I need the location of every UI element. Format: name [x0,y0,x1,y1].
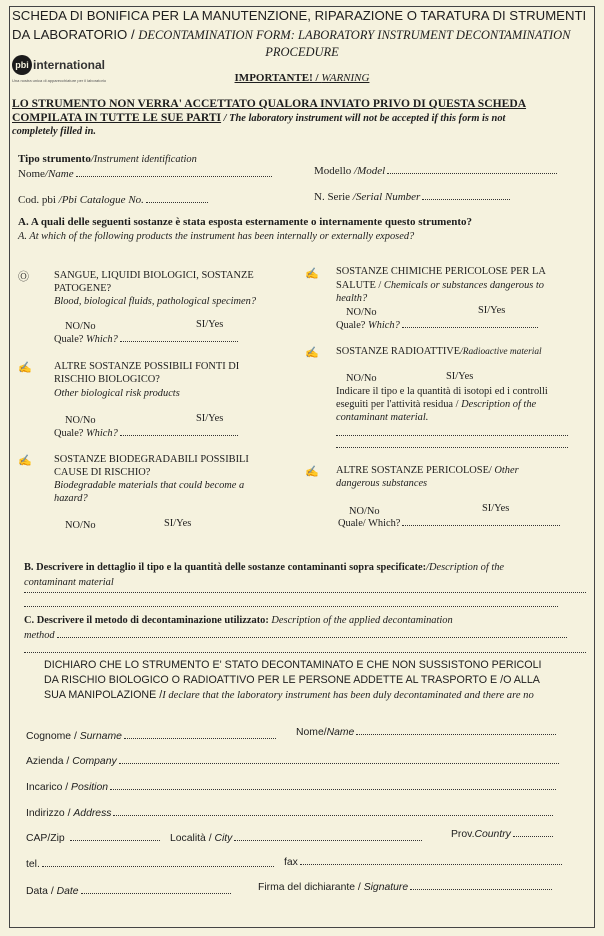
bio-fluids-yes-option[interactable]: SI/Yes [196,319,224,330]
bio-fluids-label-2: PATOGENE? [54,283,112,294]
other-hazard-which-field[interactable]: Quale/ Which? [338,518,560,530]
radioactive-label: SOSTANZE RADIOATTIVE/Radioactive material [336,346,542,357]
declaration-line-2: DA RISCHIO BIOLOGICO O RADIOATTIVO PER LE PERSONE ADDETTE AL TRASPORTO E /O ALLA [44,674,540,686]
biodegradable-label-en-1: Biodegradable materials that could become a [54,480,245,491]
pbi-logo-word: international [33,58,106,72]
bio-fluids-no-option[interactable]: NO/No [65,321,96,332]
catalogue-no-field[interactable]: Cod. pbi /Pbi Catalogue No. [18,194,208,207]
warning-notice-line-3: completely filled in. [12,126,96,137]
radioactive-desc-line-1: Indicare il tipo e la quantità di isotopi ed i controlli [336,386,548,397]
serial-number-field[interactable]: N. Serie /Serial Number [314,191,510,204]
section-a-question-en: A. At which of the following products the instrument has been internally or externally exposed? [18,231,415,242]
other-hazard-no-option[interactable]: NO/No [349,506,380,517]
check-mark-icon: ✍ [305,347,319,359]
check-mark-icon: ✍ [18,455,32,467]
section-c-label-en: method [24,630,567,642]
warning-notice-line-2: COMPILATA IN TUTTE LE SUE PARTI / The laboratory instrument will not be accepted if this form is not [12,111,506,124]
pbi-logo-tagline: Una nostra unica di apparecchiature per il laboratorio [12,78,107,83]
bio-fluids-label-en: Blood, biological fluids, pathological specimen? [54,296,257,307]
chemicals-which-field[interactable]: Quale? Which? [336,320,538,332]
form-title-line-2: DA LABORATORIO / DECONTAMINATION FORM: LABORATORY INSTRUMENT DECONTAMINATION [12,27,571,42]
circle-mark-icon: Ⓞ [18,271,29,283]
biodegradable-label-en-2: hazard? [54,493,88,504]
signature-field[interactable]: Firma del dichiarante / Signature [258,882,552,894]
radioactive-desc-line-3: contaminant material. [336,412,429,423]
name-field[interactable]: Nome/Name [296,727,556,739]
other-hazard-label-1: ALTRE SOSTANZE PERICOLOSE/ Other [336,465,519,476]
address-field[interactable]: Indirizzo / Address [26,808,553,820]
fax-field[interactable]: fax [284,857,562,869]
model-field[interactable]: Modello /Model [314,165,557,178]
instrument-type-label: Tipo strumento/Instrument identification [18,153,197,165]
section-c-line-field[interactable] [24,652,586,653]
section-c-label: C. Descrivere il metodo di decontaminazione utilizzato: Description of the applied decontamination [24,615,453,626]
biodegradable-label-2: CAUSE DI RISCHIO? [54,467,151,478]
bio-risk-yes-option[interactable]: SI/Yes [196,413,224,424]
chemicals-label-1: SOSTANZE CHIMICHE PERICOLOSE PER LA [336,266,546,277]
radioactive-desc-line-field-2[interactable] [336,447,568,448]
section-b-line-field-2[interactable] [24,606,558,607]
surname-field[interactable]: Cognome / Surname [26,731,276,743]
other-hazard-label-2: dangerous substances [336,478,428,489]
radioactive-no-option[interactable]: NO/No [346,373,377,384]
phone-field[interactable]: tel. [26,859,274,871]
bio-fluids-which-field[interactable]: Quale? Which? [54,334,238,346]
bio-fluids-label-1: SANGUE, LIQUIDI BIOLOGICI, SOSTANZE [54,270,254,281]
bio-risk-label-2: RISCHIO BIOLOGICO? [54,374,160,385]
form-title-line-1: SCHEDA DI BONIFICA PER LA MANUTENZIONE, RIPARAZIONE O TARATURA DI STRUMENTI [12,8,587,23]
chemicals-label-2: SALUTE / Chemicals or substances dangerous to [336,280,545,291]
city-field[interactable]: Località / City [170,833,422,845]
bio-risk-label-en: Other biological risk products [54,388,180,399]
other-hazard-yes-option[interactable]: SI/Yes [482,503,510,514]
section-b-label: B. Descrivere in dettaglio il tipo e la quantità delle sostanze contaminanti sopra specificate:/Description of the [24,562,505,573]
declaration-line-1: DICHIARO CHE LO STRUMENTO E' STATO DECONTAMINATO E CHE NON SUSSISTONO PERICOLI [44,659,542,671]
section-b-line-field-1[interactable] [24,592,586,593]
check-mark-icon: ✍ [18,362,32,374]
warning-heading: IMPORTANTE! / WARNING [234,72,370,84]
date-field[interactable]: Data / Date [26,886,231,898]
radioactive-desc-line-field-1[interactable] [336,435,568,436]
company-field[interactable]: Azienda / Company [26,756,559,768]
chemicals-label-3: health? [336,293,368,304]
bio-risk-which-field[interactable]: Quale? Which? [54,428,238,440]
biodegradable-label-1: SOSTANZE BIODEGRADABILI POSSIBILI [54,454,249,465]
pbi-logo-mark: pbi [12,55,32,75]
chemicals-yes-option[interactable]: SI/Yes [478,305,506,316]
warning-notice-line-1: LO STRUMENTO NON VERRA' ACCETTATO QUALORA INVIATO PRIVO DI QUESTA SCHEDA [12,97,527,110]
bio-risk-no-option[interactable]: NO/No [65,415,96,426]
instrument-name-field[interactable]: Nome/Name [18,168,272,181]
declaration-line-3: SUA MANIPOLAZIONE /I declare that the laboratory instrument has been duly decontaminated and there are no [44,689,534,701]
section-a-question-it: A. A quali delle seguenti sostanze è stata esposta esternamente o internamente questo strumento? [18,216,473,228]
check-mark-icon: ✍ [305,466,319,478]
biodegradable-yes-option[interactable]: SI/Yes [164,518,192,529]
country-field[interactable]: Prov.Country [451,829,553,841]
chemicals-no-option[interactable]: NO/No [346,307,377,318]
position-field[interactable]: Incarico / Position [26,782,556,794]
bio-risk-label-1: ALTRE SOSTANZE POSSIBILI FONTI DI [54,361,240,372]
zip-field[interactable]: CAP/Zip [26,833,160,845]
section-b-label-en: contaminant material [24,577,114,588]
form-title-line-3: PROCEDURE [265,45,339,59]
radioactive-yes-option[interactable]: SI/Yes [446,371,474,382]
check-mark-icon: ✍ [305,268,319,280]
biodegradable-no-option[interactable]: NO/No [65,520,96,531]
radioactive-desc-line-2: eseguiti per l'attività residua / Description of the [336,399,537,410]
